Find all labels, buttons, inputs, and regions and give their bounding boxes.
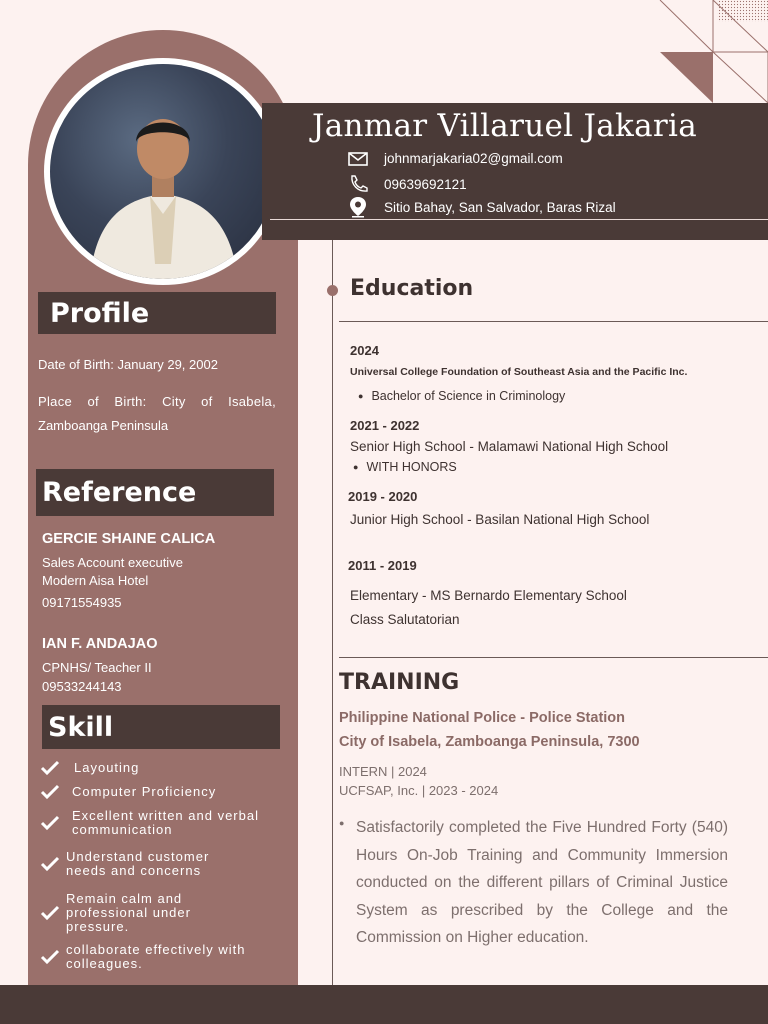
- reference-phone-2: 09533244143: [42, 679, 122, 694]
- contact-address: [348, 196, 616, 218]
- phone-icon: [348, 175, 368, 193]
- check-icon: [40, 815, 60, 831]
- phone-text: 09639692121: [384, 176, 467, 192]
- training-bullet: ●: [339, 818, 345, 828]
- skill-item: Understand customer needs and concerns: [40, 850, 290, 878]
- corner-decoration: [655, 0, 768, 103]
- edu-school-1: Universal College Foundation of Southeast Asia and the Pacific Inc.: [350, 366, 688, 378]
- training-role: INTERN | 2024: [339, 764, 427, 779]
- edu-year-2: 2021 - 2022: [350, 418, 420, 433]
- skill-item: Layouting: [40, 760, 290, 776]
- timeline-dot: [327, 285, 338, 296]
- training-description: Satisfactorily completed the Five Hundred Forty (540) Hours On-Job Training and Community Immersion conducted on the different pillars of Criminal Justice System as prescribed by the College and the Commission on Higher education.: [356, 819, 728, 946]
- timeline-line: [332, 240, 333, 985]
- reference-phone-1: 09171554935: [42, 595, 122, 610]
- place-of-birth-line2: Zamboanga Peninsula: [38, 418, 169, 433]
- reference-name-2: IAN F. ANDAJAO: [42, 636, 158, 652]
- edu-year-3: 2019 - 2020: [348, 489, 418, 504]
- skill-item: Computer Proficiency: [40, 784, 290, 800]
- email-text: johnmarjakaria02@gmail.com: [384, 151, 563, 166]
- edu-school-4: Elementary - MS Bernardo Elementary School: [350, 588, 627, 603]
- check-icon: [40, 905, 60, 921]
- skill-item: Excellent written and verbal communication: [40, 809, 290, 837]
- check-icon: [40, 784, 60, 800]
- edu-year-1: 2024: [350, 343, 379, 358]
- training-org-line2: City of Isabela, Zamboanga Peninsula, 7300: [339, 734, 640, 750]
- reference-name-1: GERCIE SHAINE CALICA: [42, 531, 216, 547]
- candidate-name: Janmar Villaruel Jakaria: [312, 108, 697, 144]
- edu-school-2: Senior High School - Malamawi National High School: [350, 439, 669, 454]
- date-of-birth: Date of Birth: January 29, 2002: [38, 357, 218, 372]
- footer-band: [0, 985, 768, 1024]
- profile-photo: [50, 64, 276, 279]
- profile-heading: Profile: [38, 292, 276, 334]
- training-heading: TRAINING: [339, 670, 460, 695]
- contact-email: [348, 151, 563, 166]
- reference-company-1: Modern Aisa Hotel: [42, 573, 149, 588]
- check-icon: [40, 949, 60, 965]
- reference-title-2: CPNHS/ Teacher II: [42, 660, 152, 675]
- edu-detail-1: ● Bachelor of Science in Criminology: [358, 389, 566, 403]
- training-company: UCFSAP, Inc. | 2023 - 2024: [339, 783, 499, 798]
- contact-phone: [348, 175, 467, 193]
- education-divider: [339, 321, 768, 322]
- training-divider: [339, 657, 768, 658]
- address-text: Sitio Bahay, San Salvador, Baras Rizal: [384, 199, 616, 215]
- edu-school-3: Junior High School - Basilan National High School: [350, 512, 650, 527]
- place-of-birth-line1: Place of Birth: City of Isabela,: [38, 394, 276, 409]
- edu-year-4: 2011 - 2019: [348, 558, 417, 573]
- skill-item: collaborate effectively with colleagues.: [40, 943, 290, 971]
- training-org-line1: Philippine National Police - Police Station: [339, 710, 626, 726]
- location-pin-icon: [348, 196, 368, 218]
- edu-detail-4: Class Salutatorian: [350, 612, 460, 627]
- edu-detail-2: ● WITH HONORS: [353, 460, 457, 474]
- skill-item: Remain calm and professional under pressure.: [40, 892, 290, 934]
- skill-heading: Skill: [42, 705, 280, 749]
- check-icon: [40, 856, 60, 872]
- reference-heading: Reference: [36, 469, 274, 516]
- header-divider: [270, 219, 768, 220]
- education-heading: Education: [350, 276, 474, 301]
- mail-icon: [348, 152, 368, 166]
- check-icon: [40, 760, 60, 776]
- reference-title-1: Sales Account executive: [42, 555, 183, 570]
